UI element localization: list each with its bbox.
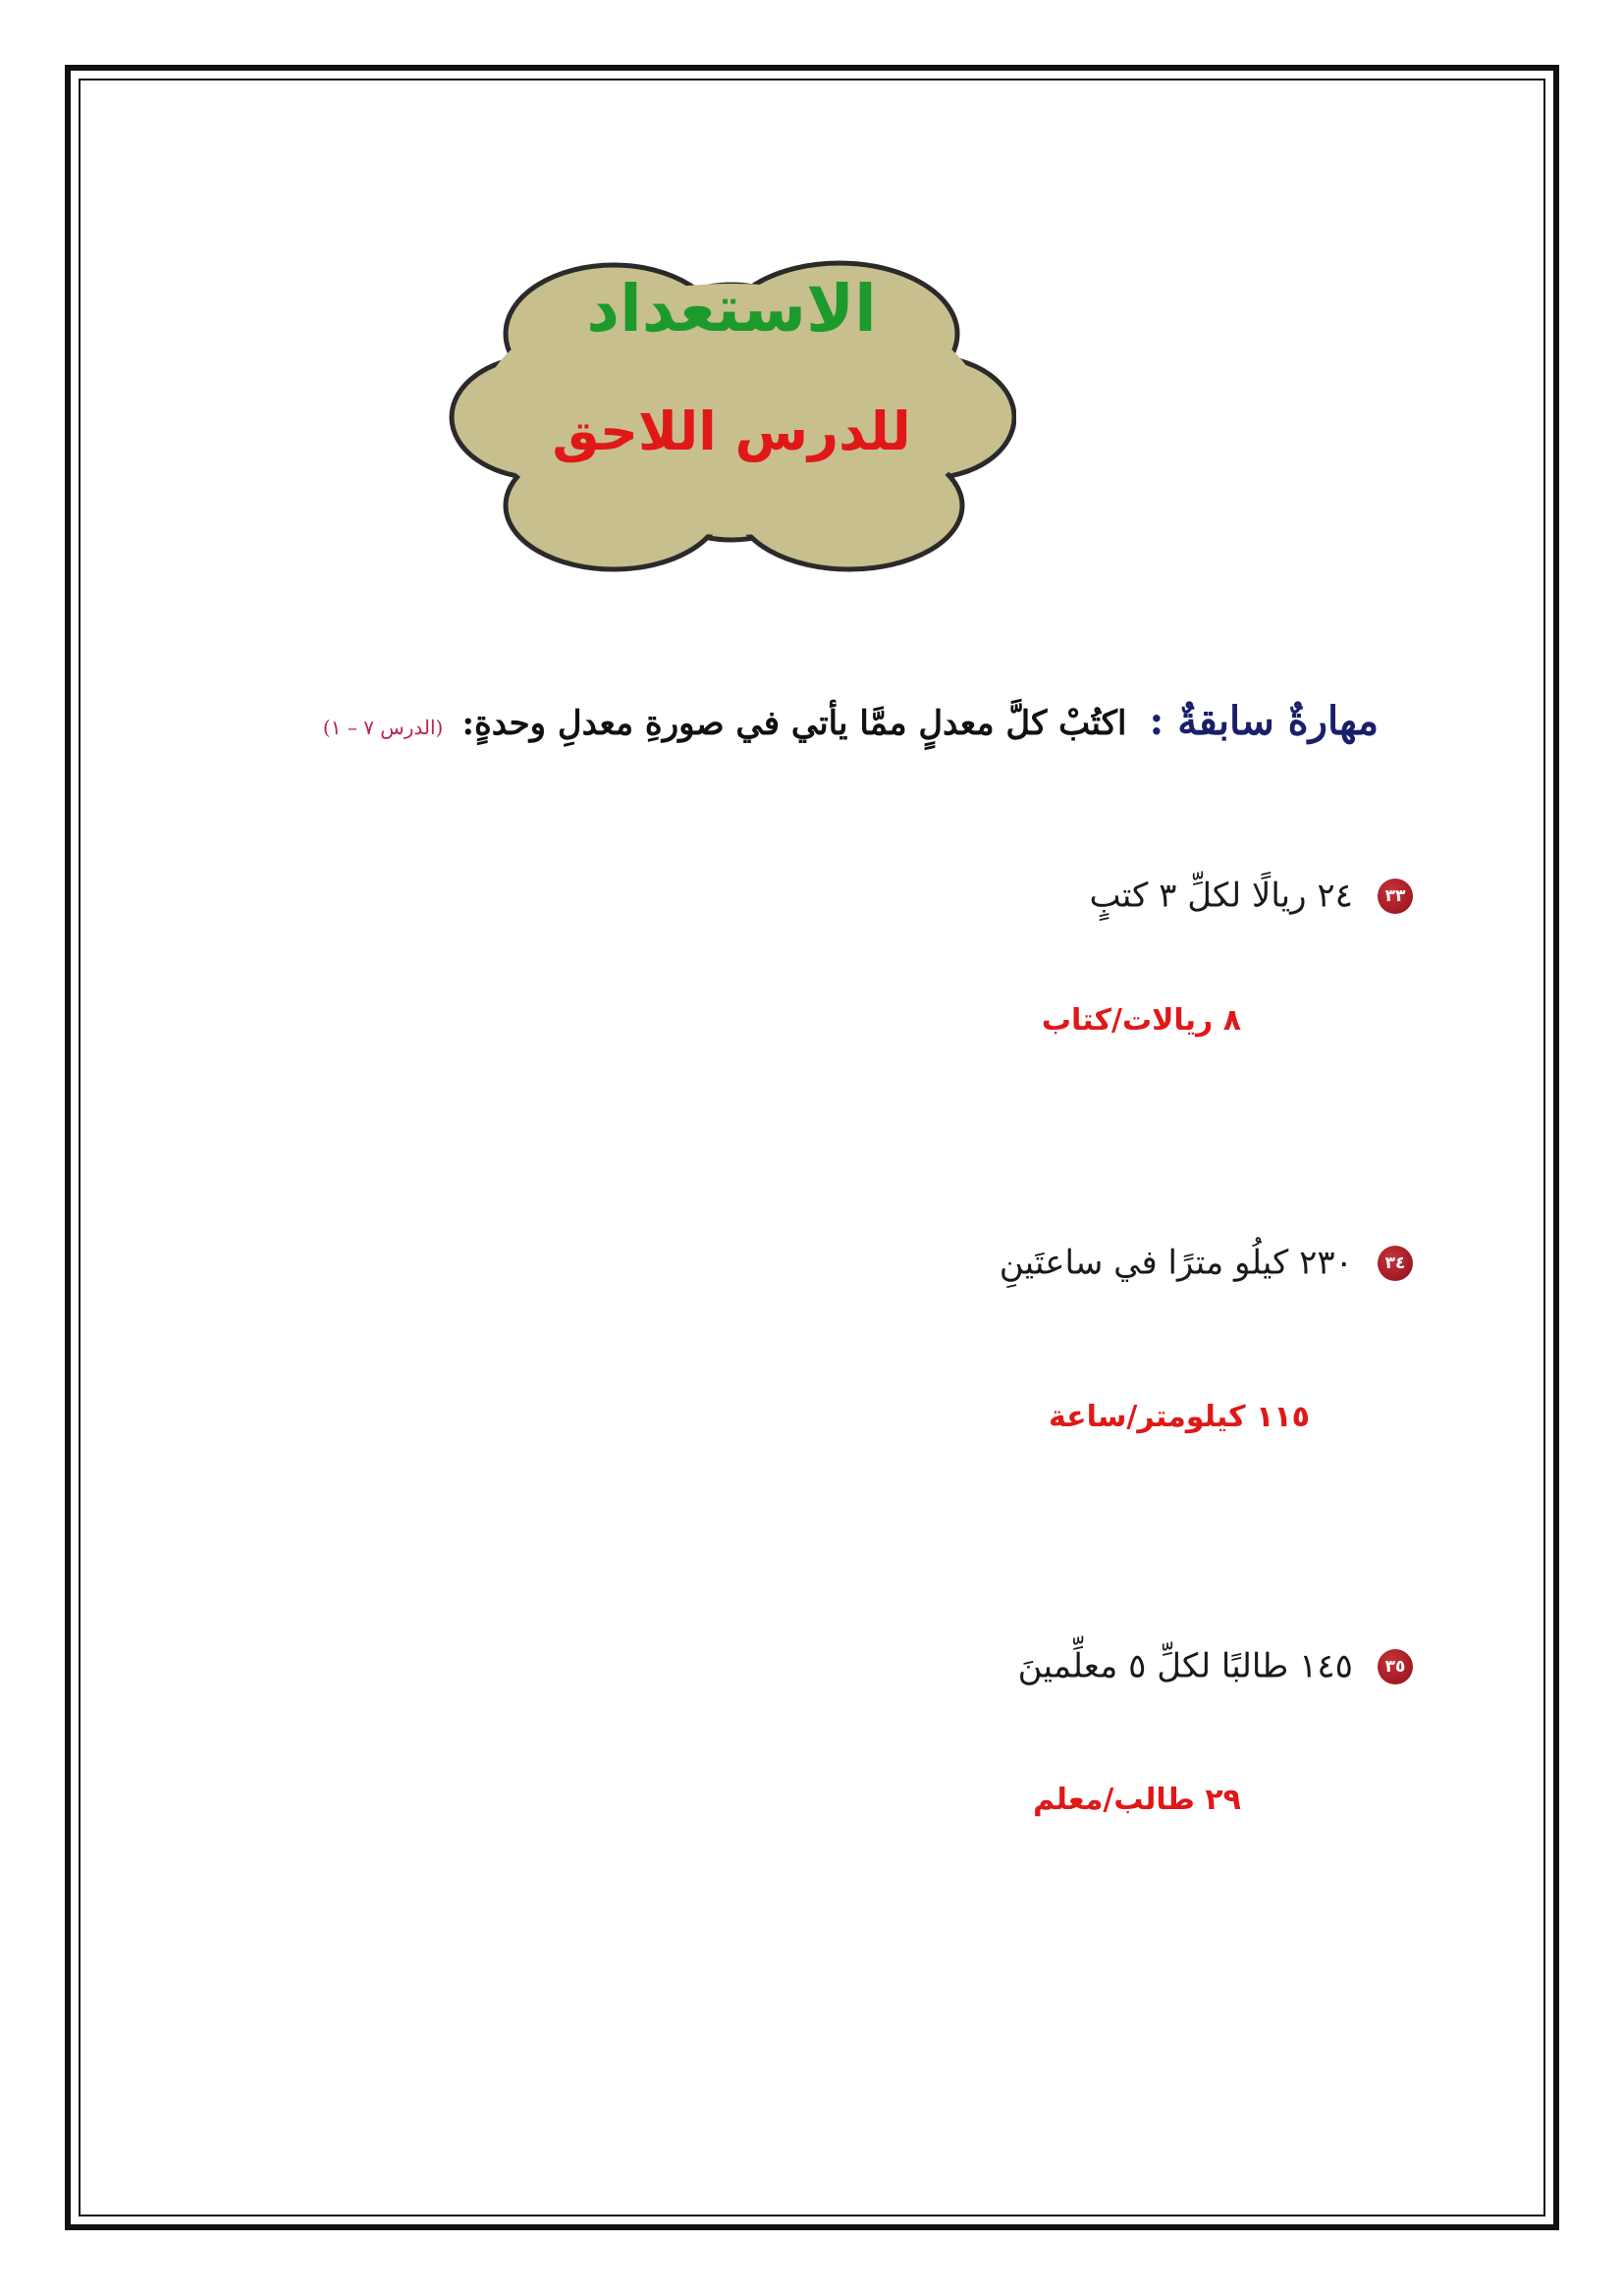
skill-header xyxy=(151,692,1379,759)
skill-instruction: اكتُبْ كلَّ معدلٍ ممَّا يأتي في صورةِ معدلِ وحدةٍ: xyxy=(461,704,1127,743)
exercise-answer: ١١٥ كيلومتر/ساعة xyxy=(1048,1400,1310,1434)
exercise-number-badge: ٣٣ xyxy=(1378,879,1413,914)
exercise-text: ٢٣٠ كيلُو مترًا في ساعتَينِ xyxy=(999,1243,1353,1283)
exercise-text: ١٤٥ طالبًا لكلِّ ٥ معلِّمينَ xyxy=(1017,1646,1353,1686)
exercise-number-badge: ٣٤ xyxy=(1378,1246,1413,1281)
banner-subtitle: للدرس اللاحق xyxy=(552,400,911,462)
exercise-item xyxy=(627,1642,1413,1690)
exercise-text: ٢٤ ريالًا لكلِّ ٣ كتبٍ xyxy=(1089,876,1353,916)
exercise-item xyxy=(627,872,1413,920)
banner-title: الاستعداد xyxy=(586,271,877,347)
skill-label: مهارةٌ سابقةٌ : xyxy=(1149,698,1379,744)
lesson-reference: (الدرس ٧ – ١) xyxy=(322,716,444,739)
exercise-answer: ٨ ريالات/كتاب xyxy=(1041,1003,1241,1038)
exercise-answer: ٢٩ طالب/معلم xyxy=(1033,1783,1241,1817)
exercise-number-badge: ٣٥ xyxy=(1378,1649,1413,1684)
exercise-item xyxy=(627,1239,1413,1287)
